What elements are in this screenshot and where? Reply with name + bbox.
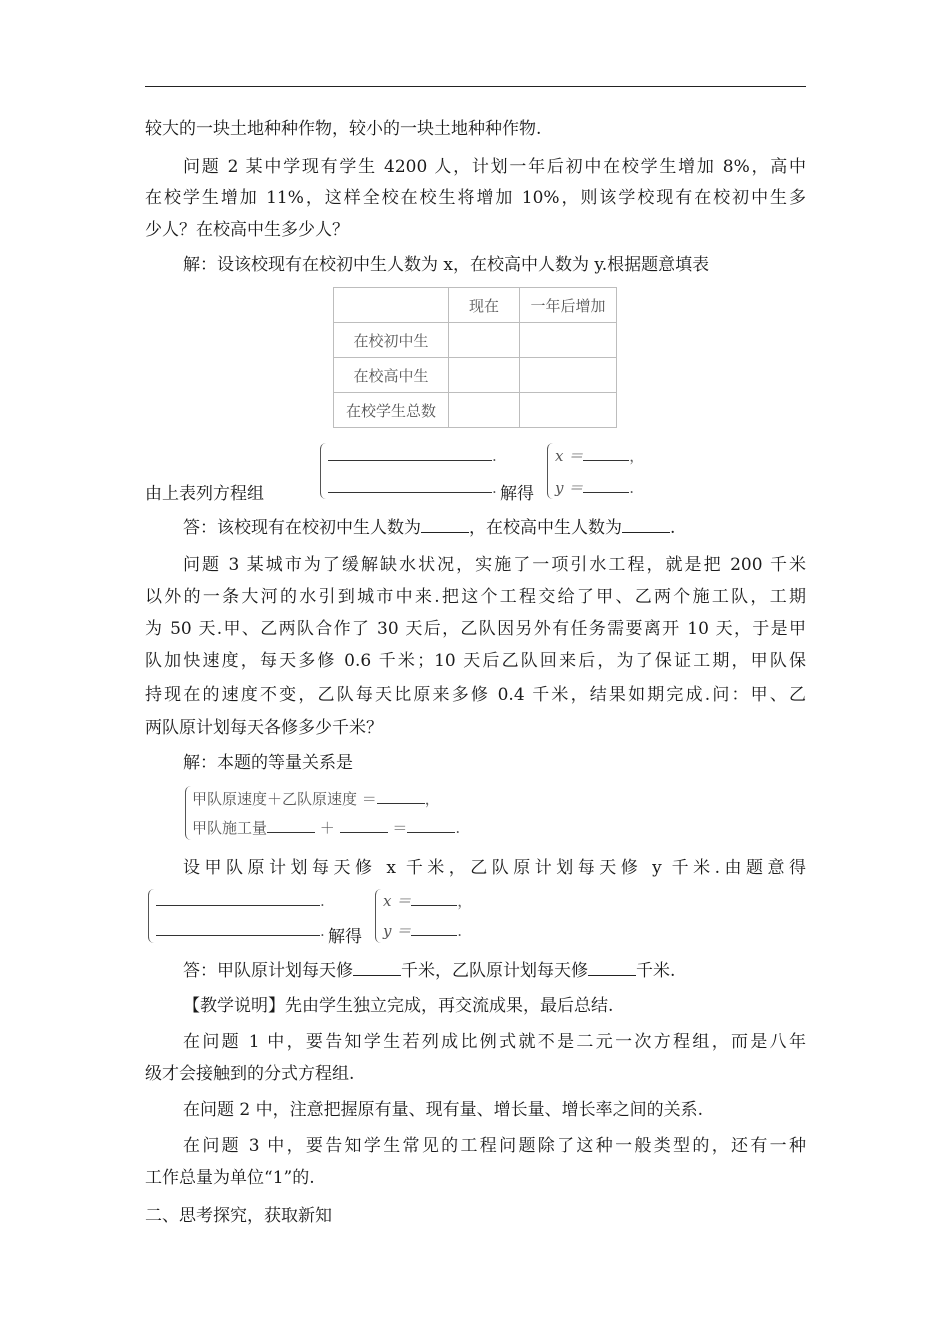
answer-blank: [411, 921, 457, 936]
equation-row: .: [156, 891, 325, 911]
solution-3-line: 解：本题的等量关系是: [183, 753, 353, 773]
answer-blank: [583, 478, 629, 493]
solution-row: x ＝ ，: [555, 447, 645, 465]
equation-row: [328, 478, 497, 498]
table-cell: [334, 288, 449, 323]
table-cell: [449, 393, 520, 428]
setup-3-line: 设甲队原计划每天修 x 千米，乙队原计划每天修 y 千米.由题意得: [183, 858, 806, 878]
solution-row: y ＝ .: [555, 479, 635, 497]
left-brace: [320, 443, 327, 499]
solution-row: x ＝ ，: [383, 892, 473, 910]
equation-blank: [328, 478, 492, 493]
table-row-label: 在校学生总数: [334, 393, 449, 428]
table-header-increase: 一年后增加: [520, 288, 617, 323]
equation-blank: [328, 446, 492, 461]
table-header-row: [334, 288, 617, 323]
relation-blank: [340, 818, 388, 833]
table-row-label: 在校高中生: [334, 358, 449, 393]
table-cell: [520, 323, 617, 358]
problem-2-line: 在校学生增加 11%，这样全校在校生将增加 10%，则该学校现有在校初中生多: [145, 188, 806, 208]
section-heading: 二、思考探究，获取新知: [145, 1206, 332, 1226]
table-row: [334, 393, 617, 428]
table-cell: [449, 323, 520, 358]
table-header-now: 现在: [449, 288, 520, 323]
paragraph-line: 工作总量为单位“1”的.: [145, 1168, 315, 1188]
relation-blank: [377, 789, 425, 804]
problem-3-line: 为 50 天.甲、乙两队合作了 30 天后，乙队因另外有任务需要离开 10 天，于是甲: [145, 619, 806, 639]
paragraph-line: 在问题 2 中，注意把握原有量、现有量、增长量、增长率之间的关系.: [183, 1100, 704, 1120]
data-table: [333, 287, 617, 428]
answer-blank: [588, 959, 636, 976]
problem-3-line: 持现在的速度不变，乙队每天比原来多修 0.4 千米，结果如期完成.问：甲、乙: [145, 685, 806, 705]
problem-2-line: 少人？在校高中生多少人？: [145, 220, 349, 240]
problem-3-line: 问题 3 某城市为了缓解缺水状况，实施了一项引水工程，就是把 200 千米: [183, 555, 806, 575]
answer-blank: [421, 516, 469, 533]
equation-prefix: 由上表列方程组: [145, 484, 264, 504]
solve-word: 解得: [328, 927, 362, 947]
equation-blank: [156, 921, 320, 936]
punct: .: [492, 447, 497, 465]
table-row: [334, 358, 617, 393]
punct: .: [492, 479, 497, 497]
solve-word: 解得: [500, 484, 534, 504]
relation-row: 甲队施工量 ＋ ＝ .: [192, 819, 461, 837]
answer-blank: [353, 959, 401, 976]
table-cell: [449, 358, 520, 393]
paragraph-line: 级才会接触到的分式方程组.: [145, 1064, 355, 1084]
paragraph-line: 在问题 1 中，要告知学生若列成比例式就不是二元一次方程组，而是八年: [183, 1032, 806, 1052]
text-line: 较大的一块土地种种作物，较小的一块土地种种作物.: [145, 119, 542, 139]
solution-2-line: 解：设该校现有在校初中生人数为 x，在校高中人数为 y.根据题意填表: [183, 255, 710, 275]
problem-2-line: 问题 2 某中学现有学生 4200 人，计划一年后初中在校学生增加 8%，高中: [183, 157, 806, 177]
answer-2-line: 答：该校现有在校初中生人数为 ，在校高中生人数为 .: [183, 518, 676, 538]
problem-3-line: 以外的一条大河的水引到城市中来.把这个工程交给了甲、乙两个施工队，工期: [145, 587, 806, 607]
left-brace: [547, 443, 554, 499]
table-row-label: 在校初中生: [334, 323, 449, 358]
table-cell: [520, 358, 617, 393]
solution-row: y ＝ .: [383, 922, 463, 940]
answer-blank: [411, 891, 457, 906]
left-brace: [185, 786, 192, 840]
problem-3-line: 队加快速度，每天多修 0.6 千米；10 天后乙队回来后，为了保证工期，甲队保: [145, 651, 806, 671]
equation-row: .: [156, 921, 325, 941]
teaching-note: 【教学说明】先由学生独立完成，再交流成果，最后总结.: [183, 996, 614, 1016]
relation-blank: [407, 818, 455, 833]
answer-blank: [583, 446, 629, 461]
left-brace: [375, 889, 382, 943]
equation-row: [328, 446, 497, 466]
paragraph-line: 在问题 3 中，要告知学生常见的工程问题除了这种一般类型的，还有一种: [183, 1136, 806, 1156]
problem-3-line: 两队原计划每天各修多少千米？: [145, 718, 383, 738]
relation-blank: [267, 818, 315, 833]
answer-3-line: 答：甲队原计划每天修 千米，乙队原计划每天修 千米.: [183, 961, 676, 981]
table-row: [334, 323, 617, 358]
answer-blank: [622, 516, 670, 533]
equation-blank: [156, 891, 320, 906]
table-cell: [520, 393, 617, 428]
header-rule: [145, 86, 806, 87]
left-brace: [148, 889, 155, 943]
relation-row: 甲队原速度＋乙队原速度 ＝ ，: [192, 790, 440, 808]
